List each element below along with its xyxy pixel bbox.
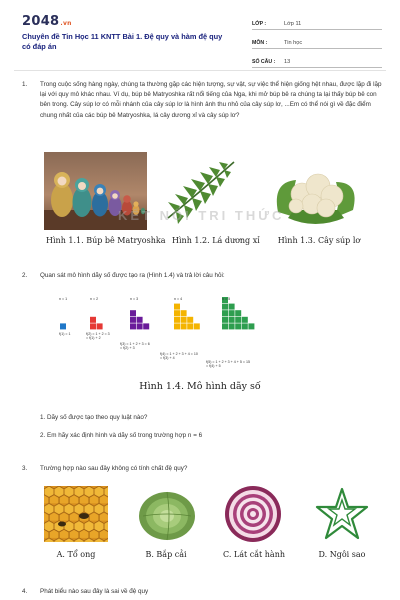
sequence-block [222,304,228,310]
sequence-block [181,323,187,329]
sequence-block [229,304,235,310]
meta-value: Tin học [284,40,303,46]
sequence-block [229,323,235,329]
option-c[interactable]: C. Lát cắt hành [223,550,285,559]
question-text: Phát biểu nào sau đây là sai về đệ quy [40,588,149,595]
cabbage-icon [137,486,197,542]
question-number: 2. [22,272,28,279]
meta-panel [252,14,382,71]
star-icon [314,486,370,542]
sequence-block [194,323,200,329]
sequence-block [235,310,241,316]
sequence-block [235,323,241,329]
star-image [314,486,370,542]
meta-row-count [252,52,382,68]
sequence-block [90,323,96,329]
question-number: 4. [22,588,28,595]
document-title: Chuyên đề Tin Học 11 KNTT Bài 1. Đệ quy và hàm đệ quy có đáp án [22,32,223,51]
sequence-block [60,323,66,329]
question-number: 1. [22,81,28,88]
question-4 [22,587,382,597]
seq-label-n4: n = 4 [174,297,183,301]
onion-slice-icon [224,484,282,544]
sequence-block [222,310,228,316]
sequence-block [97,323,103,329]
meta-row-subject [252,33,382,49]
honeycomb-image [44,486,108,542]
onion-slice-image [224,484,282,544]
question-2-sub-2: 2. Em hãy xác định hình và dãy số trong trường hợp n = 6 [40,432,203,439]
seq-label-n1: n = 1 [59,297,68,301]
question-text: Quan sát mô hình dãy số được tạo ra (Hình 1.4) và trả lời câu hỏi: [40,272,225,279]
sequence-block [174,304,180,310]
sequence-block [242,323,248,329]
meta-row-class [252,14,382,30]
meta-value: Lớp 11 [284,21,302,27]
seq-formula-1: f(1) = 1 [59,332,71,336]
option-a[interactable]: A. Tổ ong [56,550,96,559]
sequence-block [130,310,136,316]
sequence-block [137,317,143,323]
seq-formula-2: f(2) = 1 + 2 = 3 = f(1) + 2 [86,332,110,340]
caption-sequence: Hình 1.4. Mô hình dãy số [139,381,261,392]
sequence-block [130,323,136,329]
question-text: Trường hợp nào sau đây không có tính chất đệ quy? [40,465,188,472]
caption-matryoshka: Hình 1.1. Búp bê Matryoshka [46,236,166,245]
caption-cauliflower: Hình 1.3. Cây súp lơ [277,236,361,245]
sequence-block [174,317,180,323]
question-1 [22,80,382,121]
meta-key: MÔN : [252,40,268,46]
meta-value: 13 [284,59,291,65]
sequence-block [229,317,235,323]
watermark: KẾT NỐI TRI THỨC [118,208,285,223]
option-d[interactable]: D. Ngôi sao [318,550,366,559]
seq-formula-4: f(4) = 1 + 2 + 3 + 4 = 10 = f(3) + 4 [160,352,198,360]
sequence-block [242,317,248,323]
question-2-sub-1: 1. Dãy số được tạo theo quy luật nào? [40,414,148,421]
sequence-block [187,317,193,323]
sequence-block [229,310,235,316]
sequence-block [187,323,193,329]
seq-formula-3: f(3) = 1 + 2 + 3 = 6 = f(2) + 3 [120,342,150,350]
sequence-block [222,323,228,329]
sequence-block [222,317,228,323]
sequence-block [137,323,143,329]
meta-key: LỚP : [252,21,267,27]
seq-label-n5: n = 5 [222,297,231,301]
honeycomb-icon [44,486,108,542]
seq-label-n2: n = 2 [90,297,99,301]
option-b[interactable]: B. Bắp cải [145,550,187,559]
question-2 [22,271,382,281]
sequence-block [174,310,180,316]
sequence-block [248,323,254,329]
logo-suffix: .vn [60,20,72,27]
sequence-block [130,317,136,323]
seq-label-n3: n = 3 [130,297,139,301]
sequence-block [235,317,241,323]
meta-key: SỐ CÂU : [252,59,276,65]
question-3 [22,464,382,474]
seq-formula-5: f(5) = 1 + 2 + 3 + 4 + 5 = 15 = f(4) + 5 [206,360,250,368]
sequence-block [174,323,180,329]
logo-text: 2048 [22,14,60,29]
sequence-model-figure [56,294,356,378]
question-text: Trong cuộc sống hàng ngày, chúng ta thường gặp các hiện tượng, sự vật, sự việc thể hiện giống hệt nhau, được lặp đi lặp lại với quy mô khác nhau. Ví dụ, búp bê Matryoshka rất nổi tiếng của Nga, khi mở búp bê ra chúng ta lại thấy búp bê con bên trong. Cây súp lơ có mỗi nhánh của cây súp lơ là hình ảnh thu nhỏ của cây súp lơ, ...Em có thể nói gì về đặc điểm chung nhất của các búp bê Matryoshka, lá cây dương xỉ và cây súp lơ? [40,81,382,119]
sequence-block [90,317,96,323]
question-number: 3. [22,465,28,472]
header-divider [14,70,386,71]
site-logo[interactable] [22,14,72,29]
sequence-block [181,317,187,323]
sequence-block [181,310,187,316]
cabbage-image [137,486,197,542]
caption-fern: Hình 1.2. Lá dương xỉ [172,236,260,245]
sequence-block [143,323,149,329]
